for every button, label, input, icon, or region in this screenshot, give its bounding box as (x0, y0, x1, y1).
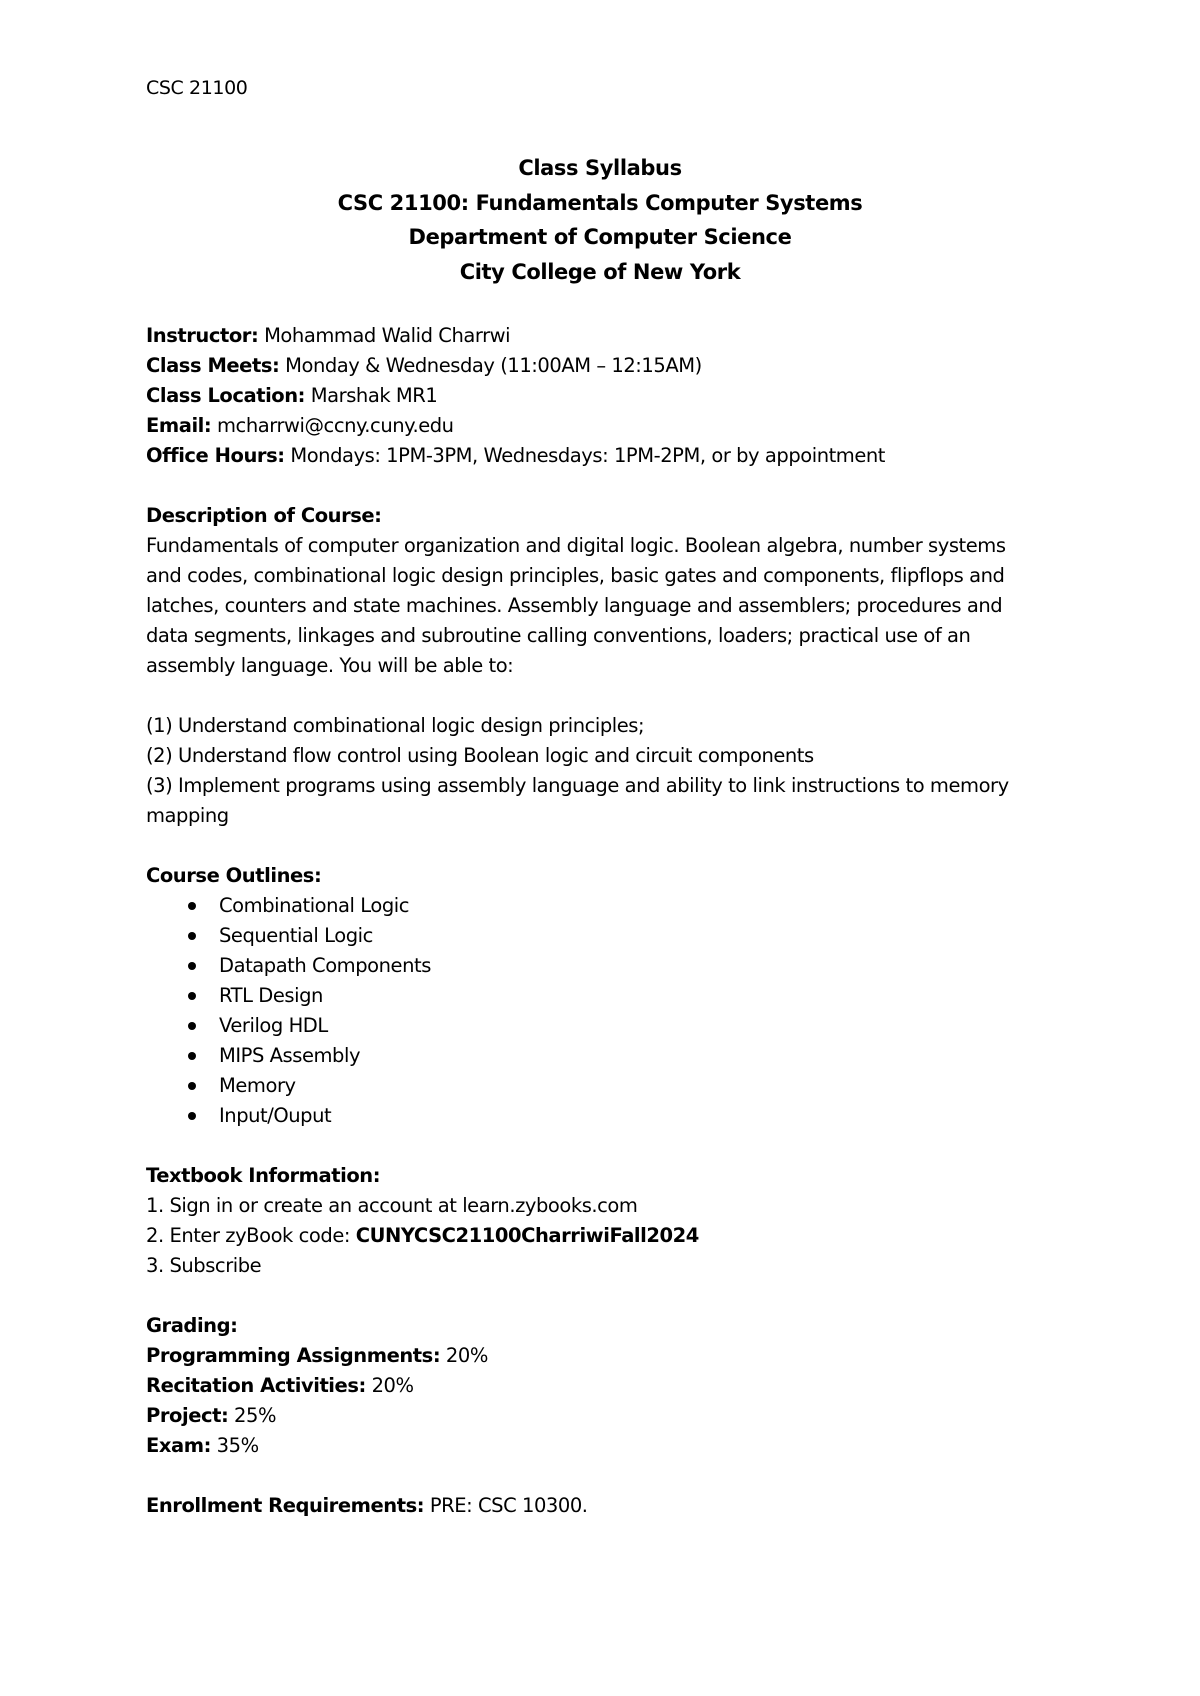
spacer (146, 681, 1076, 711)
grading-item (146, 1341, 1076, 1371)
textbook-heading: Textbook Information: (146, 1164, 381, 1187)
outline-item-label: MIPS Assembly (219, 1044, 361, 1067)
outline-item-label: Datapath Components (219, 954, 431, 977)
outline-item (146, 1101, 1076, 1131)
outcome-item-continued: mapping (146, 804, 229, 827)
bullet-icon (188, 992, 196, 1000)
spacer (146, 831, 1076, 861)
grading-item-label: Programming Assignments: (146, 1344, 441, 1367)
description-line: assembly language. You will be able to: (146, 654, 514, 677)
email-label: Email: (146, 414, 212, 437)
bullet-icon (188, 1052, 196, 1060)
instructor-line (146, 321, 1076, 351)
spacer (146, 1131, 1076, 1161)
enrollment-line (146, 1491, 1076, 1521)
outcome-item: (1) Understand combinational logic design principles; (146, 714, 645, 737)
grading-heading: Grading: (146, 1314, 238, 1337)
bullet-icon (188, 902, 196, 910)
grading-item (146, 1401, 1076, 1431)
outline-item-label: Sequential Logic (219, 924, 373, 947)
title-line-4: City College of New York (459, 259, 741, 284)
syllabus-title-block (0, 151, 1200, 289)
office-hours-line (146, 441, 1076, 471)
class-location-value: Marshak MR1 (310, 384, 438, 407)
grading-item-value: 20% (365, 1374, 414, 1397)
grading-item-label: Exam: (146, 1434, 211, 1457)
office-hours-label: Office Hours: (146, 444, 285, 467)
outline-item (146, 1011, 1076, 1041)
grading-item-value: 20% (440, 1344, 488, 1367)
outline-item (146, 1041, 1076, 1071)
grading-item-value: 25% (228, 1404, 277, 1427)
textbook-step-2-prefix: 2. Enter zyBook code: (146, 1224, 356, 1247)
outline-item (146, 981, 1076, 1011)
outcome-item: (2) Understand flow control using Boolean logic and circuit components (146, 744, 814, 767)
class-meets-label: Class Meets: (146, 354, 280, 377)
bullet-icon (188, 1112, 196, 1120)
outline-item (146, 891, 1076, 921)
title-line-3: Department of Computer Science (408, 225, 792, 249)
description-line: data segments, linkages and subroutine calling conventions, loaders; practical use of an (146, 624, 971, 647)
zybook-code: CUNYCSC21100CharriwiFall2024 (355, 1224, 699, 1247)
outline-item-label: Memory (219, 1074, 296, 1097)
course-outlines-heading: Course Outlines: (146, 864, 322, 887)
page-header: CSC 21100 (146, 77, 248, 99)
textbook-step-3: 3. Subscribe (146, 1254, 262, 1277)
bullet-icon (188, 932, 196, 940)
outline-item-label: RTL Design (219, 984, 323, 1007)
office-hours-value: Mondays: 1PM-3PM, Wednesdays: 1PM-2PM, or by appointment (290, 444, 886, 467)
spacer (146, 1461, 1076, 1491)
email-value: mcharrwi@ccny.cuny.edu (217, 414, 454, 437)
description-heading: Description of Course: (146, 504, 382, 527)
textbook-step-1: 1. Sign in or create an account at learn.zybooks.com (146, 1194, 638, 1217)
bullet-icon (188, 1022, 196, 1030)
class-location-line (146, 381, 1076, 411)
grading-item-label: Recitation Activities: (146, 1374, 366, 1397)
instructor-label: Instructor: (146, 324, 259, 347)
email-line (146, 411, 1076, 441)
description-line: latches, counters and state machines. Assembly language and assemblers; procedures and (146, 594, 1003, 617)
outline-item (146, 1071, 1076, 1101)
outline-item-label: Input/Ouput (219, 1104, 332, 1127)
syllabus-body (146, 321, 1076, 1521)
class-meets-line (146, 351, 1076, 381)
outline-item (146, 921, 1076, 951)
bullet-icon (188, 962, 196, 970)
class-meets-value: Monday & Wednesday (11:00AM – 12:15AM) (285, 354, 702, 377)
enrollment-label: Enrollment Requirements: (146, 1494, 425, 1517)
description-line: and codes, combinational logic design principles, basic gates and components, flipflops and (146, 564, 1005, 587)
outline-item-label: Verilog HDL (219, 1014, 328, 1037)
spacer (146, 1281, 1076, 1311)
grading-item-value: 35% (210, 1434, 259, 1457)
outline-item (146, 951, 1076, 981)
enrollment-value: PRE: CSC 10300. (424, 1494, 588, 1517)
instructor-value: Mohammad Walid Charrwi (264, 324, 511, 347)
bullet-icon (188, 1082, 196, 1090)
grading-item (146, 1371, 1076, 1401)
title-line-2: CSC 21100: Fundamentals Computer Systems (337, 190, 863, 215)
outcome-item: (3) Implement programs using assembly language and ability to link instructions to memory (146, 774, 1009, 797)
description-line: Fundamentals of computer organization and digital logic. Boolean algebra, number systems (146, 534, 1006, 557)
title-line-1: Class Syllabus (518, 156, 682, 180)
textbook-step-2 (146, 1221, 1076, 1251)
grading-item-label: Project: (146, 1404, 229, 1427)
class-location-label: Class Location: (146, 384, 306, 407)
spacer (146, 471, 1076, 501)
grading-item (146, 1431, 1076, 1461)
outline-item-label: Combinational Logic (219, 894, 409, 917)
